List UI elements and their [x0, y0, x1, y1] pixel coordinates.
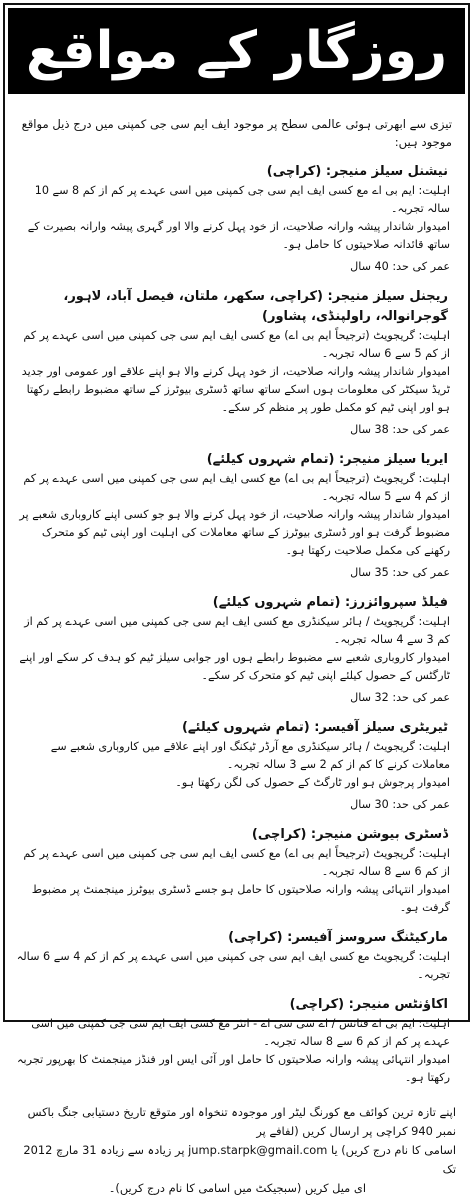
- job-age-limit: عمر کی حد: 30 سال: [350, 798, 450, 811]
- job-requirement: اہلیت: گریجویٹ (ترجیحاً ایم بی اے) مع کسی ایف ایم سی جی کمپنی میں اسی عہدے پر کم از کم 6 سے 8 سالہ تجربہ۔: [23, 847, 450, 878]
- job-area-sales-manager: [13, 450, 460, 582]
- job-age-limit: عمر کی حد: 40 سال: [350, 260, 450, 273]
- job-requirement: امیدوار انتہائی پیشہ وارانہ صلاحیتوں کا حامل اور آئی ایس اور فنڈز مینجمنٹ کا بھرپور تجربہ رکھتا ہو۔: [17, 1053, 450, 1084]
- job-requirement: امیدوار انتہائی پیشہ وارانہ صلاحیتوں کا حامل ہو جسے ڈسٹری بیوٹرز مینجمنٹ پر مضبوط گرفت ہو۔: [31, 883, 450, 914]
- job-accounts-manager: [13, 995, 460, 1087]
- job-territory-sales-officer: [13, 718, 460, 814]
- job-title: فیلڈ سپروائزرز: (تمام شہروں کیلئے): [212, 595, 448, 610]
- job-requirement: امیدوار شاندار پیشہ وارانہ صلاحیت، از خود پہل کرنے والا ہو اپنے علاقے اور عمومی اور جدید ٹریڈ سیکٹر کی معلومات ہوں اسکے ساتھ ساتھ ڈسٹری بیوٹرز کے ساتھ مضبوط رابطے رکھتا ہو اور اپنی ٹیم کو مکمل طور پر منظم کر سکے۔: [21, 365, 450, 414]
- job-requirement: امیدوار شاندار پیشہ وارانہ صلاحیت، از خود پہل کرنے والا ہو جو کسی اپنے کاروباری شعبے پر مضبوط گرفت ہو اور ڈسٹری بیوٹرز کے ساتھ معاملات کی اہلیت اور اپنی ٹیم کو متحرک رکھنے کی مکمل صلاحیت رکھتا ہو۔: [19, 508, 450, 557]
- job-title: ٹیریٹری سیلز آفیسر: (تمام شہروں کیلئے): [181, 720, 448, 735]
- footer-text: پر زیادہ سے زیادہ 31 مارچ 2012 تک: [23, 1143, 456, 1176]
- application-instructions: [13, 1103, 456, 1198]
- job-requirement: اہلیت: گریجویٹ / ہائر سیکنڈری مع کسی ایف ایم سی جی کمپنی میں اسی عہدے پر کم از کم 3 سے 4 سالہ تجربہ۔: [24, 615, 450, 646]
- job-requirement: امیدوار پرجوش ہو اور ٹارگٹ کے حصول کی لگن رکھتا ہو۔: [175, 776, 450, 789]
- job-requirement: اہلیت: گریجویٹ / ہائر سیکنڈری مع آرڈر ٹیکنگ اور اپنے علاقے میں کاروباری شعبے سے معاملات کرنے کا کم از کم 2 سے 3 سالہ تجربہ۔: [50, 740, 450, 771]
- job-title: ایریا سیلز منیجر: (تمام شہروں کیلئے): [206, 452, 448, 467]
- job-title: مارکیٹنگ سروسز آفیسر: (کراچی): [228, 930, 448, 945]
- footer-line: اپنے تازہ ترین کوائف مع کورنگ لیٹر اور موجودہ تنخواہ اور متوقع تاریخ دستیابی جنگ باکس نمبر 940 کراچی پر ارسال کریں (لفافے پر: [27, 1105, 456, 1138]
- ad-intro: تیزی سے ابھرتی ہوئی عالمی سطح پر موجود ایف ایم سی جی کمپنی میں درج ذیل مواقع موجود ہیں:: [21, 117, 452, 149]
- job-requirement: اہلیت: ایم بی اے مع کسی ایف ایم سی جی کمپنی میں اسی عہدے پر کم از کم 8 سے 10 سالہ تجربہ۔: [34, 184, 450, 215]
- footer-line: ای میل کریں (سبجیکٹ میں اسامی کا نام درج کریں)۔: [108, 1181, 366, 1195]
- job-field-supervisors: [13, 593, 460, 707]
- contact-email-link[interactable]: jump.starpk@gmail.com: [188, 1143, 328, 1157]
- job-requirement: اہلیت: گریجویٹ مع کسی ایف ایم سی جی کمپنی میں اسی عہدے پر کم از کم 4 سے 6 سالہ تجربہ۔: [16, 950, 450, 981]
- job-age-limit: عمر کی حد: 35 سال: [350, 566, 450, 579]
- job-age-limit: عمر کی حد: 32 سال: [350, 691, 450, 704]
- footer-line: [13, 1141, 456, 1179]
- job-title: ریجنل سیلز منیجر: (کراچی، سکھر، ملتان، فیصل آباد، لاہور، گوجرانوالہ، راولپنڈی، پشاور): [63, 289, 448, 324]
- job-distribution-manager: [13, 825, 460, 917]
- job-national-sales-manager: [13, 162, 460, 276]
- ad-title-banner: روزگار کے مواقع: [8, 8, 465, 94]
- job-age-limit: عمر کی حد: 38 سال: [350, 423, 450, 436]
- job-requirement: امیدوار کاروباری شعبے سے مضبوط رابطے ہوں اور جوابی سیلز ٹیم کو ہدف کر سکے اور اپنے ٹارگٹس کے حصول کیلئے اپنی ٹیم کو متحرک کر سکے۔: [19, 651, 450, 682]
- job-requirement: اہلیت: گریجویٹ (ترجیحاً ایم بی اے) مع کسی ایف ایم سی جی کمپنی میں اسی عہدے پر کم از کم 4 سے 5 سالہ تجربہ۔: [23, 472, 450, 503]
- ad-content: [13, 101, 460, 1195]
- job-requirement: اہلیت: گریجویٹ (ترجیحاً ایم بی اے) مع کسی ایف ایم سی جی کمپنی میں اسی عہدے پر کم از کم 5 سے 6 سالہ تجربہ۔: [23, 329, 450, 360]
- job-title: ڈسٹری بیوشن منیجر: (کراچی): [251, 827, 448, 842]
- job-title: اکاؤنٹس منیجر: (کراچی): [289, 997, 448, 1012]
- job-title: نیشنل سیلز منیجر: (کراچی): [266, 164, 448, 179]
- job-marketing-services-officer: [13, 928, 460, 984]
- job-regional-sales-manager: [13, 287, 460, 439]
- job-advertisement: [3, 3, 470, 1195]
- footer-text: اسامی کا نام درج کریں) یا: [330, 1143, 456, 1157]
- job-requirement: اہلیت: ایم بی اے فنانس / اے سی سی اے - انٹر مع کسی ایف ایم سی جی کمپنی میں اسی عہدے پر کم از کم 6 سے 8 سالہ تجربہ۔: [31, 1017, 450, 1048]
- job-requirement: امیدوار شاندار پیشہ وارانہ صلاحیت، از خود پہل کرنے والا اور گہری پیشہ وارانہ بصیرت کے ساتھ قائدانہ صلاحیتوں کا حامل ہو۔: [27, 220, 450, 251]
